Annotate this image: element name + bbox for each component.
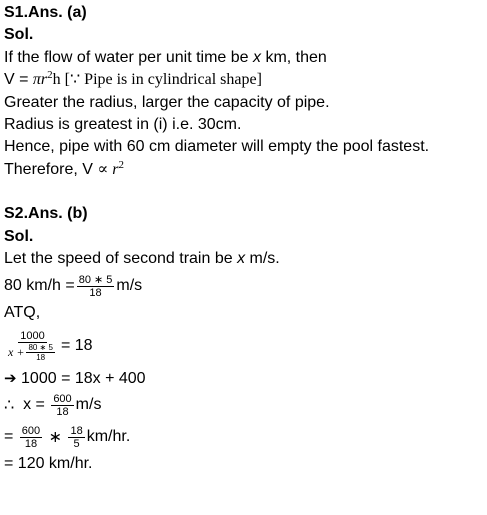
s1-line-3: Greater the radius, larger the capacity of pipe. (4, 93, 330, 111)
section-spacer (4, 181, 484, 203)
s2-x-value: ∴ x = $\frac{600}{18}$ m/s (4, 392, 102, 418)
arrow-icon: ➔ (4, 368, 17, 387)
s2-equation-1: 1000 x + $\frac{80 ∗ 5}{18}$ = 18 (8, 329, 93, 362)
fraction-600-over-18: $\frac{600}{18}$ (53, 392, 72, 418)
s2-line-1: Let the speed of second train be x m/s. (4, 249, 280, 267)
fraction-80x5-over-18: $\frac{80 ∗ 5}{18}$ (78, 273, 113, 299)
solution-document (4, 2, 484, 475)
s1-heading: S1.Ans. (a) (4, 4, 87, 21)
s2-atq: ATQ, (4, 304, 41, 322)
fraction-18-over-5: $\frac{18}{5}$ (70, 424, 83, 450)
s2-final-answer: = 120 km/hr. (4, 455, 93, 473)
s1-line-2: $V = \pi r^2h$ [∵ Pipe is in cylindrical shape] (4, 69, 262, 89)
s1-line-4: Radius is greatest in (i) i.e. 30cm. (4, 115, 242, 133)
s2-line-2: 80 km/h = $\frac{80 ∗ 5}{18}$ m/s (4, 273, 143, 299)
fraction-600-over-18-b: $\frac{600}{18}$ (21, 424, 41, 450)
s2-conversion: = $\frac{600}{18}$ ∗ $\frac{18}{5}$ km/hr. (4, 424, 131, 450)
s1-line-5: Hence, pipe with 60 cm diameter will empty the pool fastest. (4, 138, 430, 156)
compound-fraction: 1000 x + $\frac{80 ∗ 5}{18}$ (8, 329, 53, 362)
s1-line-6: Therefore, $V \propto r^2$ (4, 158, 124, 178)
s2-arrow-line: ➔ 1000 = 18x + 400 (4, 368, 146, 387)
s2-sol-label: Sol. (4, 227, 34, 245)
s1-sol-label: Sol. (4, 26, 34, 44)
s2-heading: S2.Ans. (b) (4, 205, 88, 223)
s1-line-1: If the flow of water per unit time be x km, then (4, 48, 327, 66)
inner-fraction: $\frac{80 ∗ 5}{18}$ (28, 342, 53, 362)
therefore-icon: ∴ (4, 397, 15, 415)
